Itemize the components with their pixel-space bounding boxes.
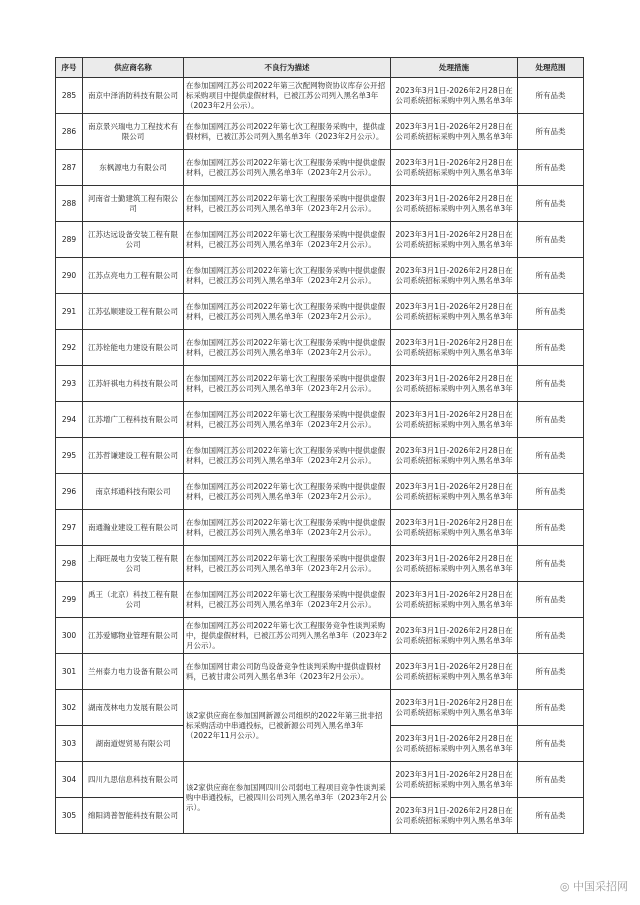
cell-name: 江苏增广工程科技有限公司	[83, 402, 184, 438]
cell-action: 2023年3月1日-2026年2月28日在公司系统招标采购中列入黑名单3年	[391, 726, 518, 762]
table-row	[56, 150, 584, 186]
cell-name: 江苏达远设备安装工程有限公司	[83, 222, 184, 258]
cell-scope: 所有品类	[518, 510, 584, 546]
cell-num: 297	[56, 510, 83, 546]
cell-action: 2023年3月1日-2026年2月28日在公司系统招标采购中列入黑名单3年	[391, 78, 518, 114]
cell-action: 2023年3月1日-2026年2月28日在公司系统招标采购中列入黑名单3年	[391, 438, 518, 474]
table-row	[56, 186, 584, 222]
cell-desc: 在参加国网江苏公司2022年第七次工程服务采购中，提供虚假材料，已被江苏公司列入黑名单3年（2023年2月公示）。	[184, 114, 391, 150]
cell-num: 295	[56, 438, 83, 474]
table-row	[56, 78, 584, 114]
cell-name: 江苏哲谦建设工程有限公司	[83, 438, 184, 474]
table-row	[56, 222, 584, 258]
cell-desc: 在参加国网甘肃公司防鸟设备竞争性谈判采购中提供虚假材料，已被甘肃公司列入黑名单3年（2023年2月公示）。	[184, 654, 391, 690]
table-row	[56, 438, 584, 474]
cell-action: 2023年3月1日-2026年2月28日在公司系统招标采购中列入黑名单3年	[391, 294, 518, 330]
cell-name: 湖南茂林电力发展有限公司	[83, 690, 184, 726]
cell-name: 四川九思信息科技有限公司	[83, 762, 184, 798]
col-header-action: 处理措施	[391, 58, 518, 78]
cell-name: 南京景兴瑞电力工程技术有限公司	[83, 114, 184, 150]
cell-action: 2023年3月1日-2026年2月28日在公司系统招标采购中列入黑名单3年	[391, 186, 518, 222]
cell-name: 江苏点亮电力工程有限公司	[83, 258, 184, 294]
col-header-num: 序号	[56, 58, 83, 78]
cell-num: 292	[56, 330, 83, 366]
table-row	[56, 474, 584, 510]
table-row	[56, 510, 584, 546]
cell-action: 2023年3月1日-2026年2月28日在公司系统招标采购中列入黑名单3年	[391, 222, 518, 258]
col-header-desc: 不良行为描述	[184, 58, 391, 78]
cell-action: 2023年3月1日-2026年2月28日在公司系统招标采购中列入黑名单3年	[391, 618, 518, 654]
cell-scope: 所有品类	[518, 726, 584, 762]
cell-desc: 在参加国网江苏公司2022年第七次工程服务采购中提供虚假材料，已被江苏公司列入黑名单3年（2023年2月公示）。	[184, 402, 391, 438]
table-row	[56, 618, 584, 654]
cell-scope: 所有品类	[518, 654, 584, 690]
cell-scope: 所有品类	[518, 618, 584, 654]
cell-scope: 所有品类	[518, 330, 584, 366]
cell-action: 2023年3月1日-2026年2月28日在公司系统招标采购中列入黑名单3年	[391, 546, 518, 582]
cell-name: 上海旺晟电力安装工程有限公司	[83, 546, 184, 582]
cell-scope: 所有品类	[518, 150, 584, 186]
cell-desc: 在参加国网江苏公司2022年第七次工程服务采购中提供虚假材料，已被江苏公司列入黑名单3年（2023年2月公示）。	[184, 150, 391, 186]
watermark-text: 中国采招网	[573, 880, 628, 893]
cell-action: 2023年3月1日-2026年2月28日在公司系统招标采购中列入黑名单3年	[391, 798, 518, 834]
cell-num: 296	[56, 474, 83, 510]
cell-scope: 所有品类	[518, 690, 584, 726]
cell-name: 南通瀚业建设工程有限公司	[83, 510, 184, 546]
table-header-row	[56, 58, 584, 78]
cell-name: 禹王（北京）科技工程有限公司	[83, 582, 184, 618]
cell-num: 298	[56, 546, 83, 582]
watermark	[560, 878, 628, 894]
cell-scope: 所有品类	[518, 186, 584, 222]
cell-action: 2023年3月1日-2026年2月28日在公司系统招标采购中列入黑名单3年	[391, 474, 518, 510]
table-row	[56, 762, 584, 798]
table-row	[56, 330, 584, 366]
cell-action: 2023年3月1日-2026年2月28日在公司系统招标采购中列入黑名单3年	[391, 330, 518, 366]
cell-desc: 在参加国网江苏公司2022年第七次工程服务采购中提供虚假材料，已被江苏公司列入黑名单3年（2023年2月公示）。	[184, 510, 391, 546]
cell-scope: 所有品类	[518, 546, 584, 582]
cell-num: 301	[56, 654, 83, 690]
cell-desc: 在参加国网江苏公司2022年第七次工程服务采购中提供虚假材料，已被江苏公司列入黑名单3年（2023年2月公示）。	[184, 438, 391, 474]
cell-scope: 所有品类	[518, 114, 584, 150]
cell-desc: 在参加国网江苏公司2022年第七次工程服务采购中提供虚假材料，已被江苏公司列入黑名单3年（2023年2月公示）。	[184, 474, 391, 510]
cell-num: 299	[56, 582, 83, 618]
table-row	[56, 402, 584, 438]
cell-num: 287	[56, 150, 83, 186]
col-header-scope: 处理范围	[518, 58, 584, 78]
cell-scope: 所有品类	[518, 258, 584, 294]
cell-name: 江苏轩祺电力科技有限公司	[83, 366, 184, 402]
table-row	[56, 366, 584, 402]
cell-num: 288	[56, 186, 83, 222]
cell-num: 285	[56, 78, 83, 114]
table-row	[56, 114, 584, 150]
cell-name: 江苏铨能电力建设有限公司	[83, 330, 184, 366]
cell-name: 兰州泰力电力设备有限公司	[83, 654, 184, 690]
cell-name: 绵阳鸿普智能科技有限公司	[83, 798, 184, 834]
cell-desc: 在参加国网江苏公司2022年第七次工程服务采购中提供虚假材料，已被江苏公司列入黑名单3年（2023年2月公示）。	[184, 330, 391, 366]
cell-action: 2023年3月1日-2026年2月28日在公司系统招标采购中列入黑名单3年	[391, 510, 518, 546]
cell-scope: 所有品类	[518, 438, 584, 474]
cell-scope: 所有品类	[518, 762, 584, 798]
watermark-logo-icon: ◎	[559, 880, 573, 893]
cell-scope: 所有品类	[518, 402, 584, 438]
cell-num: 293	[56, 366, 83, 402]
cell-action: 2023年3月1日-2026年2月28日在公司系统招标采购中列入黑名单3年	[391, 258, 518, 294]
table-row	[56, 258, 584, 294]
cell-num: 291	[56, 294, 83, 330]
cell-desc: 在参加国网江苏公司2022年第七次工程服务采购中提供虚假材料，已被江苏公司列入黑名单3年（2023年2月公示）。	[184, 294, 391, 330]
cell-desc-merged: 该2家供应商在参加国网四川公司弱电工程项目竞争性谈判采购中串通投标，已被四川公司列入黑名单3年（2023年2月公示）。	[184, 762, 391, 834]
cell-action: 2023年3月1日-2026年2月28日在公司系统招标采购中列入黑名单3年	[391, 654, 518, 690]
cell-scope: 所有品类	[518, 78, 584, 114]
cell-name: 湖南道煜贸易有限公司	[83, 726, 184, 762]
cell-desc: 在参加国网江苏公司2022年第七次工程服务竞争性谈判采购中，提供虚假材料，已被江苏公司列入黑名单3年（2023年2月公示）。	[184, 618, 391, 654]
cell-num: 286	[56, 114, 83, 150]
table-row	[56, 654, 584, 690]
cell-name: 江苏爱娜物业管理有限公司	[83, 618, 184, 654]
cell-scope: 所有品类	[518, 798, 584, 834]
cell-action: 2023年3月1日-2026年2月28日在公司系统招标采购中列入黑名单3年	[391, 690, 518, 726]
cell-num: 304	[56, 762, 83, 798]
table-row	[56, 582, 584, 618]
cell-action: 2023年3月1日-2026年2月28日在公司系统招标采购中列入黑名单3年	[391, 402, 518, 438]
cell-scope: 所有品类	[518, 366, 584, 402]
cell-action: 2023年3月1日-2026年2月28日在公司系统招标采购中列入黑名单3年	[391, 150, 518, 186]
blacklist-table	[55, 57, 584, 834]
cell-num: 302	[56, 690, 83, 726]
cell-desc: 在参加国网江苏公司2022年第七次工程服务采购中提供虚假材料，已被江苏公司列入黑名单3年（2023年2月公示）。	[184, 546, 391, 582]
cell-desc: 在参加国网江苏公司2022年第七次工程服务采购中提供虚假材料，已被江苏公司列入黑名单3年（2023年2月公示）。	[184, 582, 391, 618]
cell-action: 2023年3月1日-2026年2月28日在公司系统招标采购中列入黑名单3年	[391, 114, 518, 150]
cell-action: 2023年3月1日-2026年2月28日在公司系统招标采购中列入黑名单3年	[391, 582, 518, 618]
cell-desc: 在参加国网江苏公司2022年第七次工程服务采购中提供虚假材料，已被江苏公司列入黑名单3年（2023年2月公示）。	[184, 258, 391, 294]
cell-name: 河南省士勤建筑工程有限公司	[83, 186, 184, 222]
cell-num: 305	[56, 798, 83, 834]
cell-name: 东枫源电力有限公司	[83, 150, 184, 186]
cell-num: 290	[56, 258, 83, 294]
cell-desc-merged: 该2家供应商在参加国网新源公司组织的2022年第三批非招标采购活动中串通投标，已被新源公司列入黑名单3年（2022年11月公示）。	[184, 690, 391, 762]
cell-num: 294	[56, 402, 83, 438]
cell-scope: 所有品类	[518, 294, 584, 330]
table-row	[56, 294, 584, 330]
table-row	[56, 690, 584, 726]
table-row	[56, 546, 584, 582]
cell-desc: 在参加国网江苏公司2022年第七次工程服务采购中提供虚假材料，已被江苏公司列入黑名单3年（2023年2月公示）。	[184, 186, 391, 222]
cell-scope: 所有品类	[518, 582, 584, 618]
cell-action: 2023年3月1日-2026年2月28日在公司系统招标采购中列入黑名单3年	[391, 366, 518, 402]
cell-desc: 在参加国网江苏公司2022年第七次工程服务采购中提供虚假材料，已被江苏公司列入黑名单3年（2023年2月公示）。	[184, 222, 391, 258]
cell-num: 303	[56, 726, 83, 762]
cell-action: 2023年3月1日-2026年2月28日在公司系统招标采购中列入黑名单3年	[391, 762, 518, 798]
cell-desc: 在参加国网江苏公司2022年第三次配网物资协议库存公开招标采购项目中提供虚假材料，已被江苏公司列入黑名单3年（2023年2月公示）。	[184, 78, 391, 114]
cell-scope: 所有品类	[518, 222, 584, 258]
cell-num: 289	[56, 222, 83, 258]
cell-num: 300	[56, 618, 83, 654]
cell-name: 南京邦通科技有限公司	[83, 474, 184, 510]
col-header-name: 供应商名称	[83, 58, 184, 78]
cell-name: 江苏弘顺建设工程有限公司	[83, 294, 184, 330]
cell-name: 南京中泽消防科技有限公司	[83, 78, 184, 114]
cell-scope: 所有品类	[518, 474, 584, 510]
cell-desc: 在参加国网江苏公司2022年第七次工程服务采购中提供虚假材料，已被江苏公司列入黑名单3年（2023年2月公示）。	[184, 366, 391, 402]
